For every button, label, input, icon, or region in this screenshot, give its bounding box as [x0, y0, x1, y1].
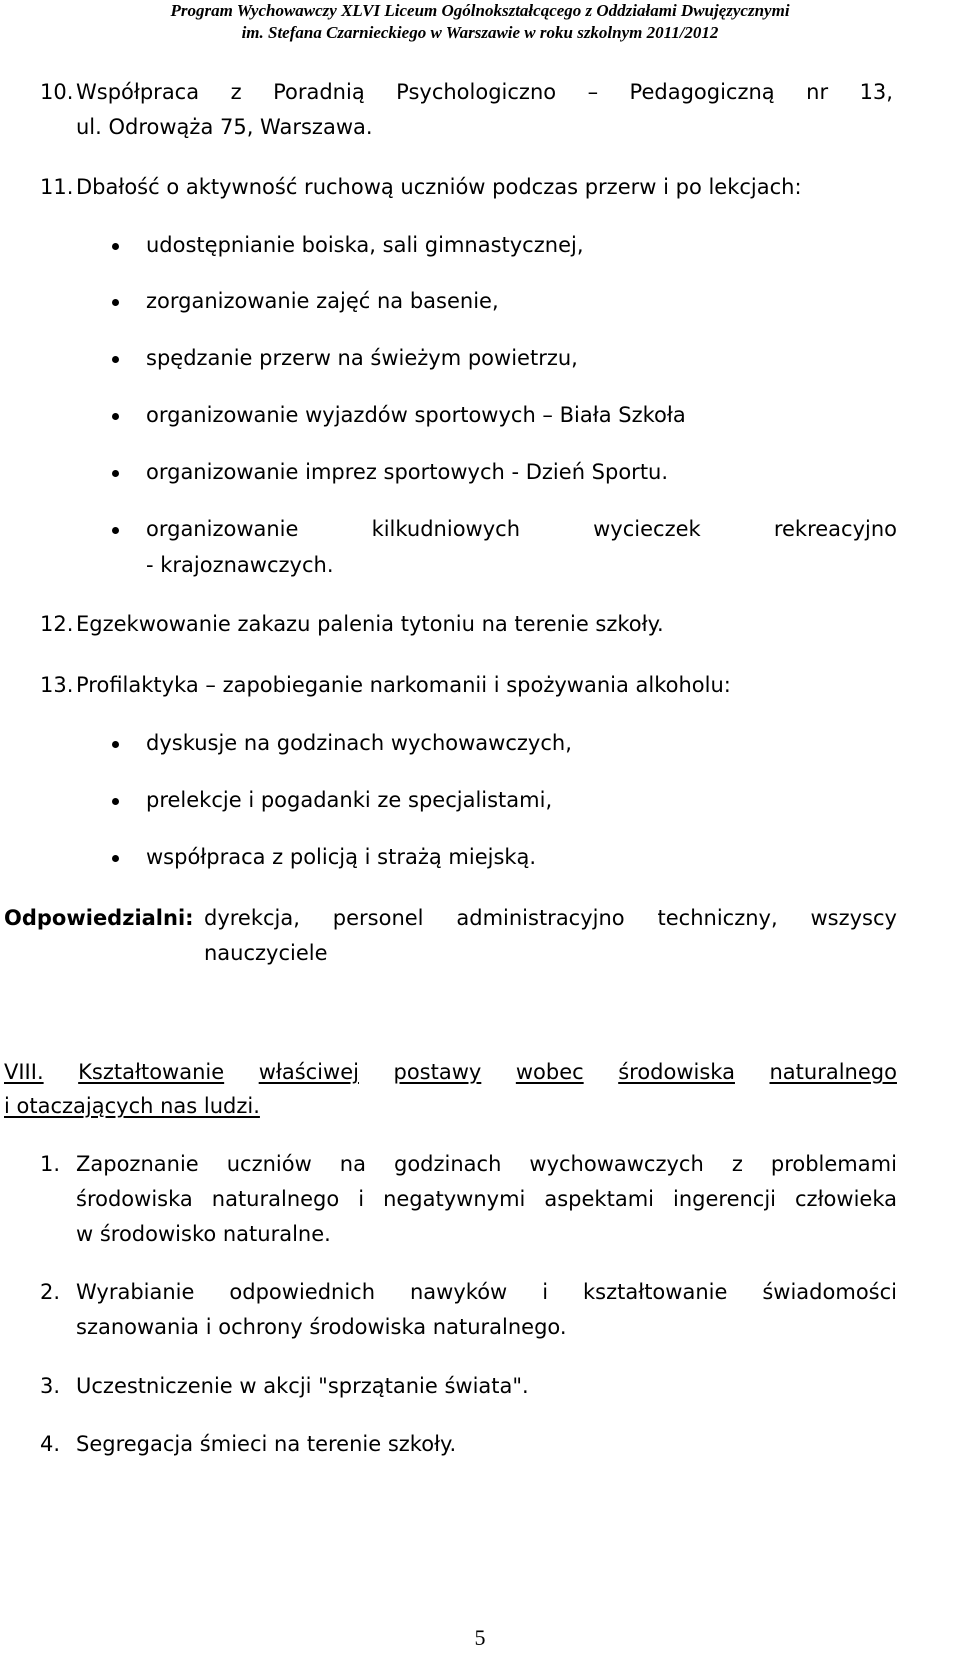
bullet-icon — [112, 741, 119, 748]
item-10-word: nr — [806, 80, 829, 104]
header-line-1: Program Wychowawczy XLVI Liceum Ogólnokształcącego z Oddziałami Dwujęzycznymi — [170, 1, 790, 20]
section-8-item-3-text: Uczestniczenie w akcji "sprzątanie świata". — [76, 1374, 529, 1398]
responsible-word: techniczny, — [657, 906, 778, 930]
section-8-heading-word: VIII. — [4, 1060, 44, 1084]
section-8-item-2-line-1 — [76, 1280, 897, 1304]
section-8-heading-word: wobec — [515, 1060, 584, 1084]
bullet-icon — [112, 413, 119, 420]
item-11-bullet-6-word: rekreacyjno — [773, 517, 897, 541]
item-11-bullet-6-word: kilkudniowych — [371, 517, 520, 541]
section-8-item-2-number: 2. — [40, 1280, 61, 1304]
item-11-bullet-6-word: organizowanie — [146, 517, 299, 541]
section-8-item-2-word: Wyrabianie — [76, 1280, 195, 1304]
item-11-bullet-6-line-1 — [146, 517, 897, 541]
section-8-item-2-word: nawyków — [410, 1280, 508, 1304]
section-8-heading-word: naturalnego — [769, 1060, 897, 1084]
responsible-word: dyrekcja, — [204, 906, 300, 930]
item-12-number: 12. — [40, 612, 74, 636]
section-8-item-3-number: 3. — [40, 1374, 61, 1398]
section-8-item-1-word: wychowawczych — [529, 1152, 704, 1176]
section-8-item-1-line-1 — [76, 1152, 897, 1176]
section-8-item-1-word: na — [339, 1152, 366, 1176]
bullet-icon — [112, 299, 119, 306]
item-11-bullet-4: organizowanie wyjazdów sportowych – Biała Szkoła — [146, 403, 686, 427]
section-8-item-2-word: świadomości — [762, 1280, 897, 1304]
section-8-item-1-word: godzinach — [393, 1152, 502, 1176]
responsible-word: personel — [332, 906, 424, 930]
item-11-bullet-5: organizowanie imprez sportowych - Dzień Sportu. — [146, 460, 669, 484]
responsible-word: administracyjno — [456, 906, 625, 930]
item-10-word: 13, — [859, 80, 893, 104]
section-8-item-1-word: ingerencji — [673, 1187, 777, 1211]
item-10-word: Poradnią — [273, 80, 365, 104]
item-11-bullet-3: spędzanie przerw na świeżym powietrzu, — [146, 346, 578, 370]
section-8-heading-word: właściwej — [258, 1060, 359, 1084]
item-13-bullet-3: współpraca z policją i strażą miejską. — [146, 845, 537, 869]
bullet-icon — [112, 798, 119, 805]
bullet-icon — [112, 527, 119, 534]
responsible-label: Odpowiedzialni: — [4, 906, 194, 930]
item-10-word: Psychologiczno — [396, 80, 557, 104]
item-11-bullet-2: zorganizowanie zajęć na basenie, — [146, 289, 499, 313]
bullet-icon — [112, 356, 119, 363]
bullet-icon — [112, 855, 119, 862]
item-12-text: Egzekwowanie zakazu palenia tytoniu na terenie szkoły. — [76, 612, 664, 636]
page-number: 5 — [474, 1625, 486, 1650]
section-8-heading-line-1 — [4, 1060, 897, 1084]
section-8-item-1-word: uczniów — [226, 1152, 312, 1176]
header-line-2: im. Stefana Czarnieckiego w Warszawie w roku szkolnym 2011/2012 — [241, 23, 719, 42]
item-11-bullet-6-word: wycieczek — [593, 517, 701, 541]
section-8-item-1-line-3: w środowisko naturalne. — [76, 1222, 331, 1246]
section-8-item-2-line-2: szanowania i ochrony środowiska naturalnego. — [76, 1315, 567, 1339]
responsible-word: wszyscy — [810, 906, 897, 930]
section-8-item-2-word: kształtowanie — [583, 1280, 728, 1304]
item-10-word: Współpraca — [76, 80, 200, 104]
item-13-text: Profilaktyka – zapobieganie narkomanii i spożywania alkoholu: — [76, 673, 731, 697]
item-10-line-1 — [76, 80, 893, 104]
section-8-item-4-text: Segregacja śmieci na terenie szkoły. — [76, 1432, 457, 1456]
item-10-word: – — [587, 80, 599, 104]
responsible-line-1 — [204, 906, 897, 930]
section-8-item-1-word: naturalnego — [211, 1187, 340, 1211]
responsible-line-2: nauczyciele — [204, 941, 328, 965]
item-10-line-2: ul. Odrowąża 75, Warszawa. — [76, 115, 373, 139]
section-8-item-1-word: z — [731, 1152, 743, 1176]
item-11-number: 11. — [40, 175, 74, 199]
section-8-item-1-word: środowiska — [76, 1187, 193, 1211]
item-10-word: z — [230, 80, 242, 104]
item-13-bullet-2: prelekcje i pogadanki ze specjalistami, — [146, 788, 553, 812]
item-11-bullet-6-line-2: - krajoznawczych. — [146, 553, 334, 577]
section-8-heading-word: środowiska — [618, 1060, 735, 1084]
section-8-item-2-word: odpowiednich — [229, 1280, 376, 1304]
section-8-item-4-number: 4. — [40, 1432, 61, 1456]
section-8-item-1-word: negatywnymi — [383, 1187, 526, 1211]
item-13-number: 13. — [40, 673, 74, 697]
section-8-item-2-word: i — [542, 1280, 549, 1304]
section-8-heading-line-2: i otaczających nas ludzi. — [4, 1094, 260, 1118]
section-8-heading-word: Kształtowanie — [78, 1060, 225, 1084]
section-8-heading-word: postawy — [393, 1060, 482, 1084]
item-10-number: 10. — [40, 80, 74, 104]
bullet-icon — [112, 470, 119, 477]
item-10-word: Pedagogiczną — [629, 80, 775, 104]
section-8-item-1-number: 1. — [40, 1152, 61, 1176]
section-8-item-1-word: Zapoznanie — [76, 1152, 199, 1176]
section-8-item-1-line-2 — [76, 1187, 897, 1211]
bullet-icon — [112, 243, 119, 250]
section-8-item-1-word: i — [358, 1187, 365, 1211]
page-header — [0, 0, 960, 44]
item-13-bullet-1: dyskusje na godzinach wychowawczych, — [146, 731, 572, 755]
item-11-bullet-1: udostępnianie boiska, sali gimnastycznej, — [146, 233, 584, 257]
section-8-item-1-word: problemami — [770, 1152, 897, 1176]
section-8-item-1-word: człowieka — [795, 1187, 897, 1211]
item-11-text: Dbałość o aktywność ruchową uczniów podczas przerw i po lekcjach: — [76, 175, 802, 199]
section-8-item-1-word: aspektami — [544, 1187, 654, 1211]
